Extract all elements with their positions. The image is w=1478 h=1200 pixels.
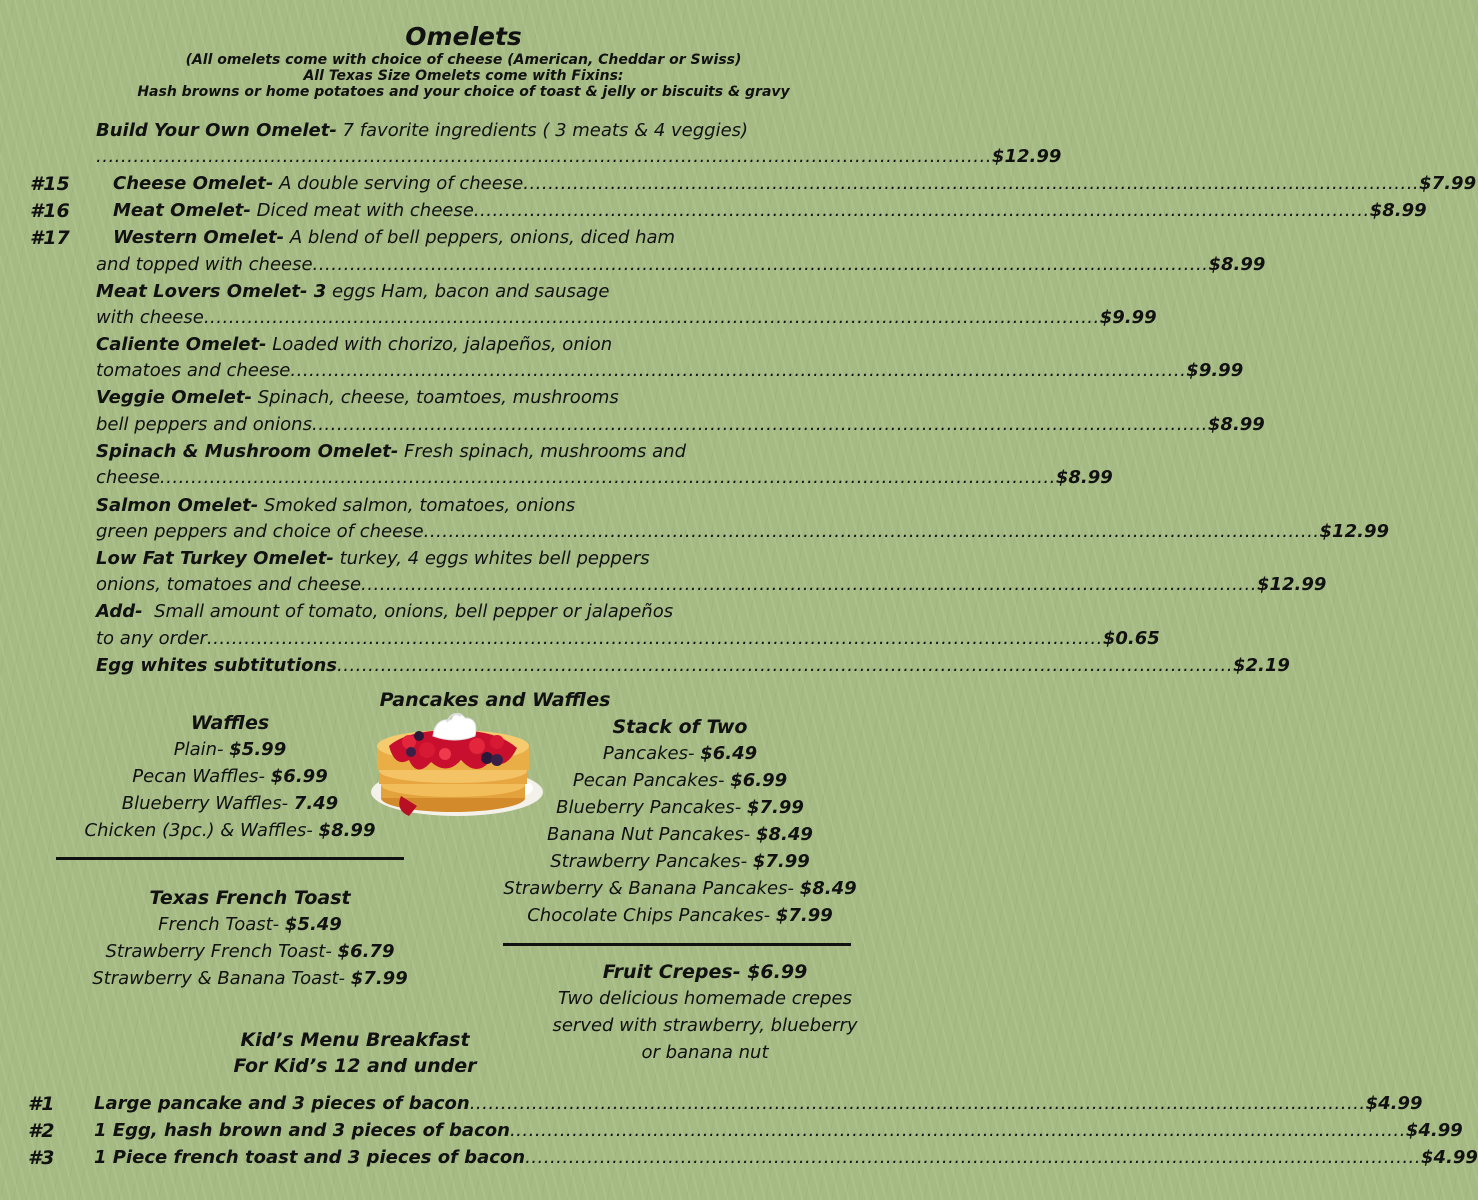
item-name: Blueberry Waffles- — [121, 793, 294, 814]
omelet-price-line — [96, 306, 1157, 330]
omelet-price: $0.65 — [1102, 628, 1160, 649]
omelet-name: Caliente Omelet- — [96, 334, 267, 355]
leader-dots: ................................................................................................................................................ — [509, 1120, 1406, 1141]
omelet-item-line — [96, 440, 686, 464]
omelet-price: $12.99 — [1256, 574, 1327, 595]
omelet-item-line — [96, 547, 650, 571]
omelet-price-line — [96, 145, 1062, 169]
omelet-item-line — [113, 226, 675, 250]
omelet-price-line — [96, 573, 1327, 597]
pancake-item — [460, 740, 900, 767]
kids-item — [94, 1119, 1463, 1143]
pancake-item — [460, 902, 900, 929]
omelet-price-line — [96, 413, 1265, 437]
item-price: $7.99 — [746, 797, 804, 818]
pancake-item — [460, 821, 900, 848]
omelet-desc-cont: with cheese — [96, 307, 204, 328]
crepes-desc-line: or banana nut — [641, 1042, 769, 1063]
item-name: Banana Nut Pancakes- — [547, 824, 756, 845]
french-toast-list — [40, 911, 460, 992]
omelet-price: $9.99 — [1186, 360, 1244, 381]
omelet-desc-cont: bell peppers and onions — [96, 414, 312, 435]
omelet-name: Low Fat Turkey Omelet- — [96, 548, 334, 569]
pancake-item — [460, 848, 900, 875]
item-name: Chicken (3pc.) & Waffles- — [84, 820, 319, 841]
item-name: Pecan Pancakes- — [572, 770, 731, 791]
omelet-price: $8.99 — [1208, 254, 1266, 275]
omelet-name: Cheese Omelet- — [113, 173, 274, 194]
kids-item-desc: 1 Egg, hash brown and 3 pieces of bacon — [94, 1120, 510, 1141]
pancake-item — [460, 794, 900, 821]
omelet-item-line — [113, 199, 1427, 223]
omelet-desc-cont: tomatoes and cheese — [96, 360, 291, 381]
omelet-desc: 7 favorite ingredients ( 3 meats & 4 veggies) — [336, 120, 749, 141]
omelet-desc-cont: and topped with cheese — [96, 254, 313, 275]
crepes-desc-line: served with strawberry, blueberry — [552, 1015, 858, 1036]
omelet-item-line — [96, 654, 1290, 678]
item-price: $7.99 — [775, 905, 833, 926]
item-price: $6.79 — [337, 941, 395, 962]
leader-dots: ................................................................................................................................................ — [203, 307, 1100, 328]
leader-dots: ................................................................................................................................................ — [469, 1093, 1366, 1114]
pancake-item — [460, 767, 900, 794]
omelet-name: Meat Omelet- — [113, 200, 251, 221]
kids-item-desc: 1 Piece french toast and 3 pieces of bacon — [94, 1147, 526, 1168]
fruit-crepes-title: Fruit Crepes- $6.99 — [602, 961, 808, 983]
omelet-price-line — [96, 359, 1244, 383]
omelet-desc: Fresh spinach, mushrooms and — [398, 441, 687, 462]
omelet-desc-cont: green peppers and choice of cheese — [96, 521, 424, 542]
omelet-item-line — [96, 280, 609, 304]
item-price: $5.99 — [229, 739, 287, 760]
omelet-desc: turkey, 4 eggs whites bell peppers — [333, 548, 650, 569]
omelet-number: #17 — [30, 227, 70, 249]
item-price: 7.49 — [293, 793, 339, 814]
omelet-price-line — [96, 466, 1113, 490]
kids-item-price: $4.99 — [1405, 1120, 1463, 1141]
kids-item — [94, 1146, 1478, 1170]
item-name: Pecan Waffles- — [132, 766, 271, 787]
omelet-name: Spinach & Mushroom Omelet- — [96, 441, 399, 462]
item-name: Strawberry French Toast- — [105, 941, 338, 962]
divider — [503, 943, 851, 946]
cheese-note: (All omelets come with choice of cheese (American, Cheddar or Swiss) — [185, 52, 742, 68]
omelet-desc: A double serving of cheese — [273, 173, 524, 194]
leader-dots: ................................................................................................................................................ — [312, 254, 1209, 275]
item-price: $8.99 — [318, 820, 376, 841]
item-name: Blueberry Pancakes- — [556, 797, 747, 818]
kids-item-number: #1 — [28, 1093, 55, 1115]
omelet-price-line — [96, 627, 1160, 651]
kids-menu-title: Kid’s Menu Breakfast — [240, 1029, 470, 1051]
french-toast-title: Texas French Toast — [149, 887, 351, 909]
leader-dots: ................................................................................................................................................ — [473, 200, 1370, 221]
omelet-desc: eggs Ham, bacon and sausage — [326, 281, 610, 302]
omelet-item-line — [96, 119, 748, 143]
omelet-name: Build Your Own Omelet- — [96, 120, 337, 141]
omelet-item-line — [96, 333, 612, 357]
omelet-desc: Small amount of tomato, onions, bell pepper or jalapeños — [142, 601, 674, 622]
leader-dots: ................................................................................................................................................ — [525, 1147, 1421, 1168]
kids-item-number: #2 — [28, 1120, 55, 1142]
omelet-desc: Diced meat with cheese — [250, 200, 474, 221]
kids-item-price: $4.99 — [1420, 1147, 1478, 1168]
pancake-item — [460, 875, 900, 902]
item-name: Strawberry & Banana Pancakes- — [503, 878, 800, 899]
omelets-title: Omelets — [405, 22, 522, 51]
omelet-desc-cont: cheese — [96, 467, 160, 488]
crepes-desc-line: Two delicious homemade crepes — [558, 988, 852, 1009]
leader-dots: ................................................................................................................................................ — [423, 521, 1320, 542]
french-toast-item — [40, 965, 460, 992]
kids-item — [94, 1092, 1423, 1116]
kids-item-number: #3 — [28, 1147, 55, 1169]
omelet-price: $9.99 — [1099, 307, 1157, 328]
item-name: Plain- — [173, 739, 230, 760]
item-price: $6.49 — [700, 743, 758, 764]
omelet-price: $2.19 — [1232, 655, 1290, 676]
omelet-item-line — [96, 600, 673, 624]
omelet-number: #15 — [30, 173, 70, 195]
stack-of-two-title: Stack of Two — [612, 716, 748, 738]
item-price: $7.99 — [752, 851, 810, 872]
pancakes-list — [460, 740, 900, 929]
item-name: Pancakes- — [602, 743, 701, 764]
texas-size-note: All Texas Size Omelets come with Fixins: — [303, 68, 624, 84]
omelet-desc: Spinach, cheese, toamtoes, mushrooms — [251, 387, 619, 408]
omelet-desc-cont: to any order — [96, 628, 207, 649]
omelet-desc: Loaded with chorizo, jalapeños, onion — [266, 334, 613, 355]
omelet-name: Add- — [96, 601, 143, 622]
omelet-item-line — [96, 494, 575, 518]
leader-dots: ................................................................................................................................................ — [337, 655, 1233, 676]
omelet-desc: Smoked salmon, tomatoes, onions — [258, 495, 576, 516]
omelet-item-line — [113, 172, 1477, 196]
french-toast-item — [40, 911, 460, 938]
omelet-name: Veggie Omelet- — [96, 387, 252, 408]
item-name: Strawberry Pancakes- — [550, 851, 753, 872]
omelet-desc: A blend of bell peppers, onions, diced ham — [284, 227, 676, 248]
fixins-note: Hash browns or home potatoes and your choice of toast & jelly or biscuits & gravy — [137, 84, 790, 100]
omelet-price: $8.99 — [1055, 467, 1113, 488]
item-price: $7.99 — [350, 968, 408, 989]
omelet-price: $7.99 — [1419, 173, 1477, 194]
leader-dots: ................................................................................................................................................ — [159, 467, 1056, 488]
leader-dots: ................................................................................................................................................ — [290, 360, 1187, 381]
item-price: $6.99 — [730, 770, 788, 791]
omelet-number: #16 — [30, 200, 70, 222]
omelet-item-line — [96, 386, 619, 410]
omelet-name: Salmon Omelet- — [96, 495, 259, 516]
french-toast-item — [40, 938, 460, 965]
leader-dots: ................................................................................................................................................ — [361, 574, 1257, 595]
leader-dots: ................................................................................................................................................ — [523, 173, 1420, 194]
fruit-crepes-desc — [490, 985, 920, 1066]
omelet-price: $8.99 — [1207, 414, 1265, 435]
item-name: Chocolate Chips Pancakes- — [527, 905, 776, 926]
waffles-title: Waffles — [190, 712, 270, 734]
item-name: Strawberry & Banana Toast- — [92, 968, 351, 989]
divider — [56, 857, 404, 860]
omelet-price: $8.99 — [1369, 200, 1427, 221]
kids-item-price: $4.99 — [1365, 1093, 1423, 1114]
leader-dots: ................................................................................................................................................ — [311, 414, 1208, 435]
leader-dots: ................................................................................................................................................ — [96, 146, 992, 167]
omelet-price: $12.99 — [991, 146, 1062, 167]
item-name: French Toast- — [158, 914, 285, 935]
omelet-price-line — [96, 253, 1266, 277]
leader-dots: ................................................................................................................................................ — [206, 628, 1103, 649]
kids-item-desc: Large pancake and 3 pieces of bacon — [94, 1093, 470, 1114]
item-price: $6.99 — [270, 766, 328, 787]
item-price: $8.49 — [756, 824, 813, 845]
omelet-price: $12.99 — [1319, 521, 1389, 542]
pancakes-waffles-title: Pancakes and Waffles — [379, 689, 611, 711]
item-price: $5.49 — [284, 914, 342, 935]
omelet-name: Western Omelet- — [113, 227, 285, 248]
omelet-name: Egg whites subtitutions — [96, 655, 338, 676]
omelet-price-line — [96, 520, 1389, 544]
omelet-name: Meat Lovers Omelet- 3 — [96, 281, 327, 302]
kids-menu-subtitle: For Kid’s 12 and under — [233, 1055, 477, 1077]
omelet-desc-cont: onions, tomatoes and cheese — [96, 574, 362, 595]
item-price: $8.49 — [799, 878, 857, 899]
